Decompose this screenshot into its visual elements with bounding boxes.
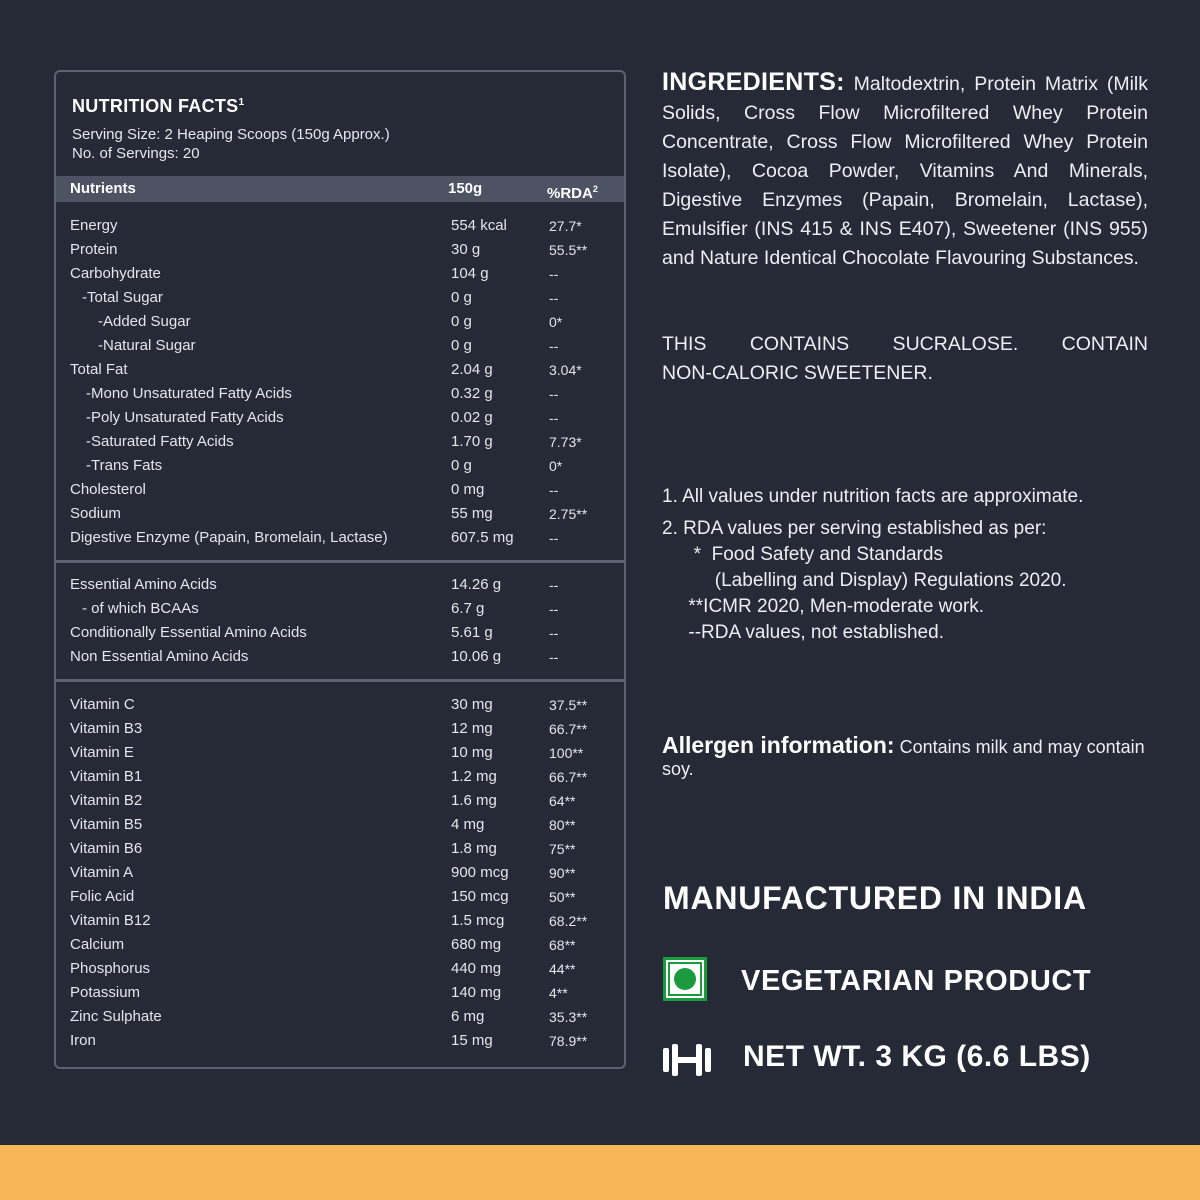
table-row: [56, 238, 624, 262]
nutrient-amount: 15 mg: [451, 1032, 493, 1049]
nutrient-rda: 35.3**: [549, 1009, 588, 1025]
nutrient-rda: --: [549, 266, 559, 282]
ingredients-block: [662, 68, 1148, 273]
nutrient-amount: 30 g: [451, 241, 481, 258]
nutrient-amount: 4 mg: [451, 816, 485, 833]
nutrient-rda: --: [549, 625, 559, 641]
note-2a: * Food Safety and Standards: [662, 544, 943, 565]
nutrient-rda: 3.04*: [549, 362, 582, 378]
nutrition-facts-panel: [54, 70, 626, 1069]
note-2d: --RDA values, not established.: [662, 622, 944, 643]
nutrient-rda: 0*: [549, 314, 563, 330]
table-row: [56, 262, 624, 286]
nutrient-rda: --: [549, 530, 559, 546]
note-2b: (Labelling and Display) Regulations 2020.: [662, 570, 1067, 591]
nutrient-rda: 90**: [549, 865, 576, 881]
nutrient-name: Vitamin B1: [70, 768, 143, 785]
nutrient-amount: 5.61 g: [451, 624, 493, 641]
nutrient-amount: 14.26 g: [451, 576, 502, 593]
nutrient-amount: 1.2 mg: [451, 768, 497, 785]
warning-line-1: THIS CONTAINS SUCRALOSE. CONTAIN: [662, 333, 1148, 355]
table-row: [56, 693, 624, 717]
nutrient-name: Energy: [70, 217, 118, 234]
nutrient-name: Vitamin B12: [70, 912, 151, 929]
nutrient-rda: --: [549, 482, 559, 498]
header-amount: 150g: [448, 180, 483, 197]
table-row: [56, 813, 624, 837]
ingredients-label: INGREDIENTS:: [662, 68, 845, 96]
table-row: [56, 621, 624, 645]
nutrient-rda: 7.73*: [549, 434, 582, 450]
nutrient-name: Digestive Enzyme (Papain, Bromelain, Lactase): [70, 529, 388, 546]
footnotes: [662, 484, 1148, 646]
section-amino-acids: [56, 563, 624, 679]
table-row: [56, 645, 624, 669]
nutrient-name: -Poly Unsaturated Fatty Acids: [86, 409, 284, 426]
allergen-text: Contains milk and may contain soy.: [662, 737, 1145, 779]
nutrient-amount: 1.5 mcg: [451, 912, 505, 929]
table-row: [56, 214, 624, 238]
nutrient-rda: --: [549, 386, 559, 402]
nutrient-name: Potassium: [70, 984, 141, 1001]
nutrient-amount: 0 g: [451, 289, 472, 306]
nutrient-name: Vitamin E: [70, 744, 134, 761]
table-row: [56, 837, 624, 861]
nutrient-rda: 55.5**: [549, 242, 588, 258]
nutrient-rda: --: [549, 649, 559, 665]
table-row: [56, 717, 624, 741]
table-row: [56, 358, 624, 382]
nutrient-name: Carbohydrate: [70, 265, 161, 282]
allergen-label: Allergen information:: [662, 732, 895, 758]
table-row: [56, 310, 624, 334]
nutrient-name: Vitamin B2: [70, 792, 143, 809]
table-row: [56, 789, 624, 813]
nutrient-name: -Natural Sugar: [98, 337, 196, 354]
nutrient-amount: 0 mg: [451, 481, 485, 498]
veg-symbol-icon: [663, 957, 707, 1001]
section-vitamins-minerals: [56, 682, 624, 1053]
table-row: [56, 861, 624, 885]
nutrient-amount: 554 kcal: [451, 217, 507, 234]
manufactured-in-india: MANUFACTURED IN INDIA: [663, 880, 1087, 916]
nutrient-amount: 30 mg: [451, 696, 493, 713]
nutrient-amount: 900 mcg: [451, 864, 509, 881]
footer-accent-bar: [0, 1145, 1200, 1200]
nutrient-amount: 680 mg: [451, 936, 502, 953]
nutrient-name: -Saturated Fatty Acids: [86, 433, 234, 450]
nutrient-amount: 6 mg: [451, 1008, 485, 1025]
nutrient-name: Vitamin C: [70, 696, 135, 713]
nutrient-name: Sodium: [70, 505, 121, 522]
nutrient-rda: 78.9**: [549, 1033, 588, 1049]
nutrient-amount: 10 mg: [451, 744, 493, 761]
nutrient-rda: 4**: [549, 985, 568, 1001]
nutrient-amount: 55 mg: [451, 505, 493, 522]
nutrient-amount: 1.6 mg: [451, 792, 497, 809]
table-row: [56, 382, 624, 406]
nutrient-amount: 0 g: [451, 457, 472, 474]
dumbbell-icon: [663, 1040, 711, 1080]
nutrient-name: -Trans Fats: [86, 457, 163, 474]
table-row: [56, 909, 624, 933]
nutrient-rda: 27.7*: [549, 218, 582, 234]
nutrient-amount: 440 mg: [451, 960, 502, 977]
table-row: [56, 286, 624, 310]
nutrition-header: [56, 72, 624, 176]
sweetener-warning: [662, 330, 1148, 388]
nutrient-name: Zinc Sulphate: [70, 1008, 162, 1025]
nutrient-amount: 104 g: [451, 265, 489, 282]
warning-line-2: NON-CALORIC SWEETENER.: [662, 362, 933, 384]
nutrient-rda: 66.7**: [549, 721, 588, 737]
nutrient-amount: 0.32 g: [451, 385, 493, 402]
nutrient-name: -Added Sugar: [98, 313, 191, 330]
allergen-info: [662, 734, 1162, 780]
nutrient-amount: 140 mg: [451, 984, 502, 1001]
nutrient-rda: --: [549, 577, 559, 593]
nutrient-name: Conditionally Essential Amino Acids: [70, 624, 307, 641]
nutrient-rda: --: [549, 338, 559, 354]
nutrient-rda: 37.5**: [549, 697, 588, 713]
table-row: [56, 454, 624, 478]
vegetarian-label: VEGETARIAN PRODUCT: [741, 965, 1092, 997]
table-row: [56, 526, 624, 550]
nutrient-rda: --: [549, 290, 559, 306]
nutrient-rda: 68.2**: [549, 913, 588, 929]
serving-size: Serving Size: 2 Heaping Scoops (150g Approx.): [72, 126, 390, 143]
nutrient-amount: 2.04 g: [451, 361, 493, 378]
vegetarian-mark: [663, 957, 1092, 1001]
nutrient-amount: 6.7 g: [451, 600, 485, 617]
nutrient-rda: 100**: [549, 745, 584, 761]
nutrient-amount: 12 mg: [451, 720, 493, 737]
nutrient-name: Folic Acid: [70, 888, 135, 905]
table-row: [56, 933, 624, 957]
nutrient-name: Vitamin A: [70, 864, 134, 881]
nutrient-name: - of which BCAAs: [82, 600, 199, 617]
table-row: [56, 478, 624, 502]
nutrient-name: Iron: [70, 1032, 96, 1049]
nutrient-rda: 64**: [549, 793, 576, 809]
table-row: [56, 957, 624, 981]
table-row: [56, 597, 624, 621]
nutrient-name: -Mono Unsaturated Fatty Acids: [86, 385, 292, 402]
nutrient-amount: 1.8 mg: [451, 840, 497, 857]
ingredients-text: Maltodextrin, Protein Matrix (Milk Solids, Cross Flow Microfiltered Whey Protein Concentrate, Cross Flow Microfiltered Whey Protein Isolate), Cocoa Powder, Vitamins And Minerals, Digestive Enzymes (Papain, Bromelain, Lactase), Emulsifier (INS 415 & INS E407), Sweetener (INS 955) and Nature Identical Chocolate Flavouring Substances.: [662, 73, 1148, 269]
nutrient-rda: 80**: [549, 817, 576, 833]
header-rda: %RDA$^2$: [547, 184, 598, 202]
nutrient-name: Cholesterol: [70, 481, 146, 498]
nutrient-rda: --: [549, 410, 559, 426]
table-row: [56, 502, 624, 526]
nutrition-title: NUTRITION FACTS$^1$: [72, 96, 245, 116]
nutrient-name: Protein: [70, 241, 118, 258]
table-header: [56, 176, 624, 202]
table-row: [56, 430, 624, 454]
table-row: [56, 765, 624, 789]
table-row: [56, 885, 624, 909]
table-row: [56, 573, 624, 597]
nutrient-amount: 1.70 g: [451, 433, 493, 450]
net-weight: [663, 1040, 1091, 1080]
nutrient-amount: 607.5 mg: [451, 529, 514, 546]
nutrient-rda: 68**: [549, 937, 576, 953]
nutrient-rda: 50**: [549, 889, 576, 905]
nutrient-name: Vitamin B3: [70, 720, 143, 737]
nutrient-name: Non Essential Amino Acids: [70, 648, 249, 665]
nutrient-rda: --: [549, 601, 559, 617]
table-row: [56, 406, 624, 430]
note-2c: **ICMR 2020, Men-moderate work.: [662, 596, 985, 617]
nutrient-name: Vitamin B6: [70, 840, 143, 857]
nutrient-rda: 2.75**: [549, 506, 588, 522]
table-row: [56, 1029, 624, 1053]
header-nutrients: Nutrients: [70, 180, 136, 197]
servings-count: No. of Servings: 20: [72, 145, 200, 162]
nutrient-name: Vitamin B5: [70, 816, 143, 833]
nutrient-rda: 66.7**: [549, 769, 588, 785]
table-row: [56, 741, 624, 765]
nutrient-amount: 150 mcg: [451, 888, 509, 905]
nutrient-name: Total Fat: [70, 361, 128, 378]
section-macros: [56, 202, 624, 560]
nutrient-rda: 44**: [549, 961, 576, 977]
nutrient-amount: 0 g: [451, 313, 472, 330]
table-row: [56, 1005, 624, 1029]
table-row: [56, 981, 624, 1005]
nutrient-name: Essential Amino Acids: [70, 576, 217, 593]
nutrient-name: Phosphorus: [70, 960, 151, 977]
note-2: 2. RDA values per serving established as per:: [662, 518, 1047, 539]
nutrient-amount: 10.06 g: [451, 648, 502, 665]
note-1: 1. All values under nutrition facts are approximate.: [662, 486, 1084, 507]
nutrient-rda: 0*: [549, 458, 563, 474]
nutrient-amount: 0.02 g: [451, 409, 493, 426]
nutrient-name: Calcium: [70, 936, 125, 953]
net-weight-label: NET WT. 3 KG (6.6 LBS): [743, 1040, 1091, 1073]
nutrient-name: -Total Sugar: [82, 289, 163, 306]
nutrient-amount: 0 g: [451, 337, 472, 354]
nutrient-rda: 75**: [549, 841, 576, 857]
table-row: [56, 334, 624, 358]
